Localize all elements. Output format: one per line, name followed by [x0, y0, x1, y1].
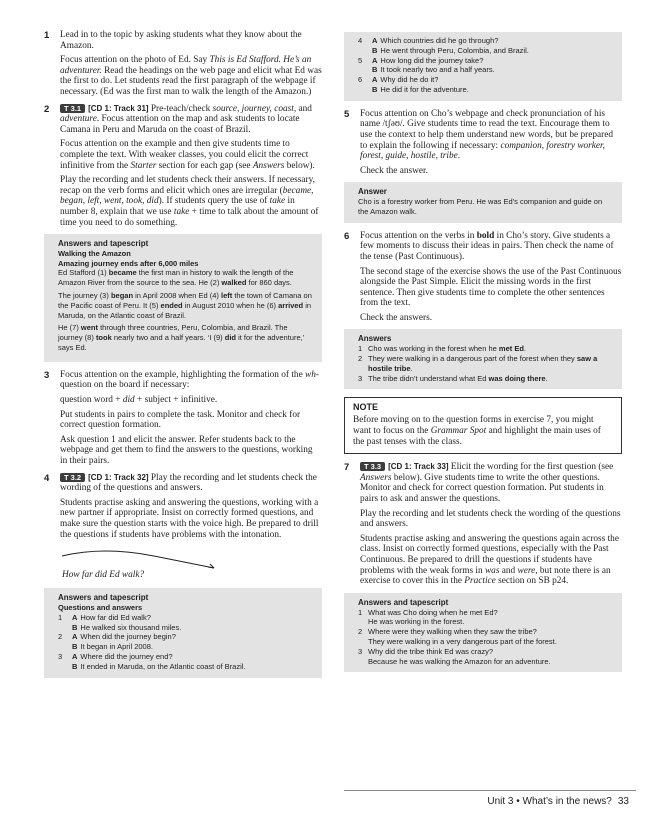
- qa-item: 4 A Which countries did he go through? B He went through Peru, Colombia, and Brazil.: [358, 36, 529, 55]
- page-number: 33: [617, 796, 629, 807]
- left-column: [44, 30, 322, 686]
- step-5: [344, 109, 622, 177]
- intonation-example: [44, 546, 322, 584]
- step-2-para-1: T 3.1 [CD 1: Track 31] Pre-teach/check source, journey, coast, and adventure. Focus attention on the map and ask students to locate Camana in Peru and Maruda on the coast of Brazil.: [60, 103, 312, 135]
- box-paragraph: He (7) went through three countries, Peru, Colombia, and Brazil. The journey (8) took nearly two and a half years. ‘I (9) did it for the adventure,’ says Ed.: [58, 323, 305, 353]
- step-number: 3: [44, 369, 50, 381]
- cd-track: [CD 1: Track 31]: [88, 103, 149, 113]
- step-number: 2: [44, 103, 50, 115]
- step-6-para-2: The second stage of the exercise shows the use of the Past Continuous alongside the Past Simple. Elicit the missing words in the first sentence. Then give students time to complete the other sentences from the text.: [360, 266, 622, 309]
- step-4: [44, 473, 322, 541]
- qa-item: 1 What was Cho doing when he met Ed? He was working in the forest.: [358, 607, 498, 627]
- qa-item: 2 Where were they walking when they saw the tribe? They were walking in a very dangerous part of the forest.: [358, 627, 557, 646]
- answers-box-past-continuous: [344, 329, 622, 389]
- step-2: [44, 104, 322, 229]
- footer-rule: [344, 790, 636, 791]
- answers-box-questions-continued: [344, 32, 622, 101]
- box-heading: Answers and tapescript: [58, 239, 149, 249]
- step-2-para-2: Focus attention on the example and then give students time to complete the text. With weaker classes, you could elicit the correct infinitive from the Starter section for each gap (see Answers below).: [60, 139, 315, 171]
- box-subheading: Questions and answers: [58, 602, 143, 612]
- qa-item: 6 A Why did he do it? B He did it for the adventure.: [358, 75, 469, 94]
- step-4-para-2: Students practise asking and answering the questions, working with a new partner if appropriate. Insist on correctly formed questions, and make sure the question starts with the voice high. Be prepared to drill the questions if students have problems with the intonation.: [60, 497, 319, 540]
- box-text: Cho is a forestry worker from Peru. He was Ed’s companion and guide on the Amazon walk.: [358, 197, 603, 216]
- box-subheading: Walking the Amazon: [58, 248, 131, 258]
- step-7-para-1: T 3.3 [CD 1: Track 33] Elicit the wording for the first question (see Answers below). Give students time to write the other questions. Monitor and check for correct question formation. Put students in pairs to ask and answer the questions.: [360, 462, 614, 505]
- step-7-para-2: Play the recording and let students check the wording of the questions and answers.: [360, 508, 621, 530]
- step-4-para-1: T 3.2 [CD 1: Track 32] Play the recording and let students check the wording of the questions and answers.: [60, 472, 317, 494]
- step-3-formula: question word + did + subject + infinitive.: [60, 395, 218, 406]
- step-3: [44, 370, 322, 467]
- cd-track: [CD 1: Track 33]: [388, 462, 449, 472]
- step-number: 7: [344, 462, 350, 474]
- qa-item: 1 A How far did Ed walk? B He walked six thousand miles.: [58, 612, 182, 632]
- answer-item: 2 They were walking in a dangerous part of the forest when they saw a hostile tribe.: [358, 354, 598, 373]
- step-1: [44, 30, 322, 98]
- qa-item: 5 A How long did the journey take? B It took nearly two and a half years.: [358, 55, 495, 75]
- step-1-para-1: Lead in to the topic by asking students what they know about the Amazon.: [60, 30, 302, 51]
- step-3-para-3: Put students in pairs to complete the task. Monitor and check for correct question formation.: [60, 409, 301, 431]
- step-number: 5: [344, 108, 350, 120]
- note-heading: NOTE: [353, 402, 379, 413]
- qa-item: 2 A When did the journey begin? B It began in April 2008.: [58, 632, 176, 652]
- answer-box-cho: [344, 182, 622, 222]
- answer-item: 1 Cho was working in the forest when he met Ed.: [358, 344, 527, 354]
- qa-item: 3 A Where did the journey end? B It ended in Maruda, on the Atlantic coast of Brazil.: [58, 651, 246, 671]
- step-1-para-2: Focus attention on the photo of Ed. Say This is Ed Stafford. He’s an adventurer. Read the headings on the web page and elicit what Ed was the first to do. Let students read the first paragraph of the webpage if necessary. (Ed was the first man to walk the length of the Amazon.): [60, 55, 322, 97]
- box-heading: Answer: [358, 187, 387, 197]
- step-7-para-3: Students practise asking and answering the questions again across the class. Insist on correctly formed questions, especially with the Past Continuous. Be prepared to drill the questions if students have problems with the weak forms in was and were, but note there is an exercise to cover this in the Practice section on SB p24.: [360, 533, 619, 587]
- answers-box-questions: [44, 588, 322, 677]
- intonation-arrow-icon: [44, 546, 244, 572]
- step-3-para-4: Ask question 1 and elicit the answer. Refer students back to the webpage and get them to find the answers to the questions, working in their pairs.: [60, 434, 313, 467]
- footer-unit-title: Unit 3 • What’s in the news?: [487, 796, 612, 807]
- answer-item: 3 The tribe didn’t understand what Ed was doing there.: [358, 373, 548, 383]
- answers-box-walking-amazon: [44, 234, 322, 362]
- step-6-para-3: Check the answers.: [360, 312, 433, 323]
- step-number: 6: [344, 230, 350, 242]
- step-5-para-2: Check the answer.: [360, 165, 428, 176]
- step-6-para-1: Focus attention on the verbs in bold in Cho’s story. Give students a few moments to discuss their ideas in pairs. Then check the name of the tense (Past Continuous).: [360, 230, 614, 262]
- step-5-para-1: Focus attention on Cho’s webpage and check pronunciation of his name /tʃəʊ/. Give students time to read the text. Encourage them to use the context to help them understand new words, but be prepared to explain the following if necessary: companion, forestry worker, forest, guide, hostile, tribe.: [360, 108, 614, 162]
- right-column: [344, 32, 622, 680]
- step-6: [344, 231, 622, 324]
- track-tag: T 3.2: [60, 473, 85, 482]
- box-paragraph: Ed Stafford (1) became the first man in history to walk the length of the Amazon River from the source to the sea. He (2) walked for 860 days.: [58, 268, 294, 288]
- box-paragraph: The journey (3) began in April 2008 when Ed (4) left the town of Camana on the Pacific coast of Peru. It (5) ended in August 2010 when he (6) arrived in Maruda, on the Atlantic coast of Brazil.: [58, 291, 312, 320]
- step-number: 4: [44, 472, 50, 484]
- box-subheading: Amazing journey ends after 6,000 miles: [58, 258, 199, 268]
- box-heading: Answers and tapescript: [58, 593, 149, 603]
- answers-box-cho-questions: [344, 593, 622, 673]
- note-text: Before moving on to the question forms in exercise 7, you might want to focus on the Grammar Spot and highlight the main uses of the past tenses with the class.: [353, 415, 601, 447]
- intonation-example-text: How far did Ed walk?: [62, 570, 145, 581]
- track-tag: T 3.3: [360, 462, 385, 471]
- qa-item: 3 Why did the tribe think Ed was crazy? Because he was walking the Amazon for an adventure.: [358, 646, 551, 666]
- step-2-para-3: Play the recording and let students check their answers. If necessary, recap on the verb forms and elicit which ones are irregular (became, began, left, went, took, did). If students query the use of take in number 8, explain that we use take + time to talk about the amount of time you need to do something.: [60, 175, 319, 228]
- step-3-para-1: Focus attention on the example, highlighting the formation of the wh-question on the board if necessary:: [60, 369, 319, 391]
- box-heading: Answers: [358, 334, 392, 344]
- track-tag: T 3.1: [60, 104, 85, 113]
- cd-track: [CD 1: Track 32]: [88, 472, 149, 482]
- step-number: 1: [44, 30, 50, 41]
- note-box: [344, 397, 622, 454]
- page-footer: [487, 796, 629, 807]
- step-7: [344, 462, 622, 587]
- box-heading: Answers and tapescript: [358, 597, 449, 607]
